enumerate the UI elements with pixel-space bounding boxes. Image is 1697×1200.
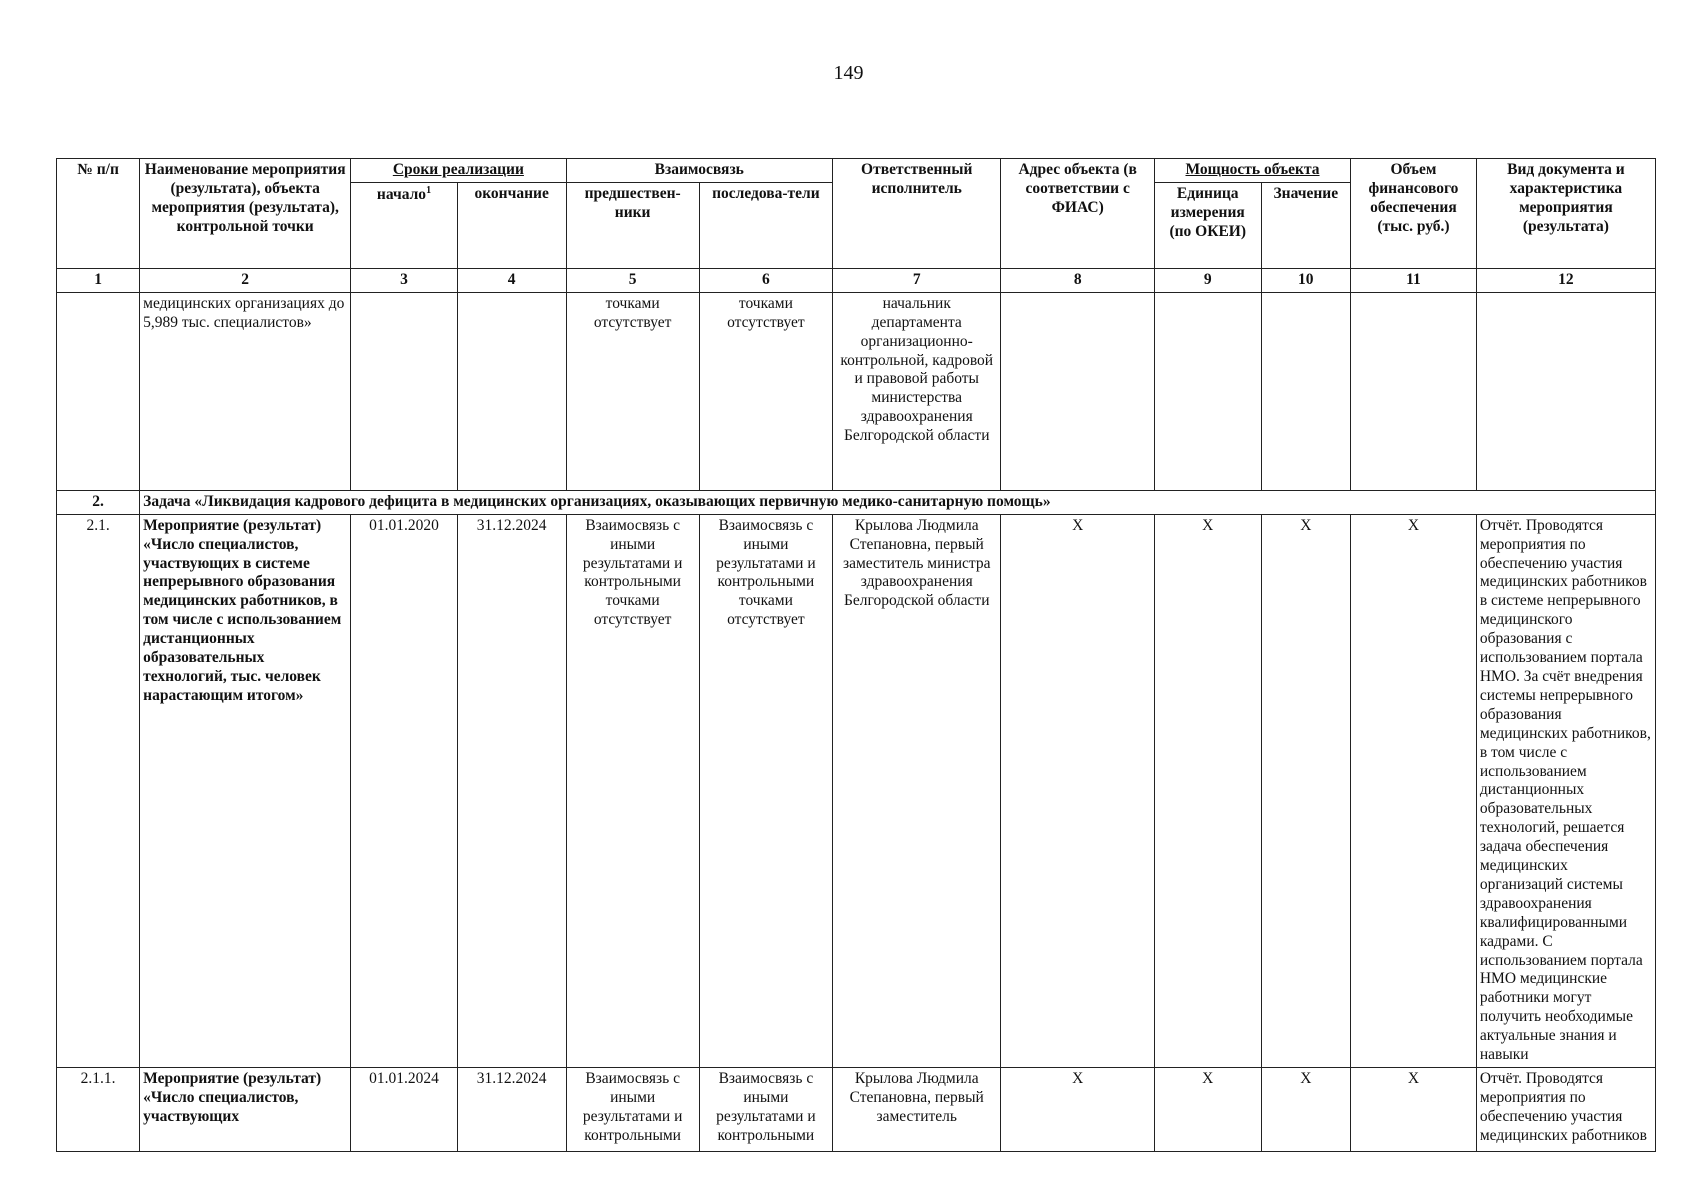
cell-funding	[1351, 292, 1477, 490]
row-funding: Х	[1351, 514, 1477, 1067]
cell-num	[57, 292, 140, 490]
page-number: 149	[833, 62, 864, 84]
row-doc: Отчёт. Проводятся мероприятия по обеспечению участия медицинских работников	[1476, 1068, 1655, 1152]
continuation-row	[57, 292, 1656, 490]
row-address: Х	[1001, 1068, 1155, 1152]
cell-doc	[1476, 292, 1655, 490]
header-doc-type: Вид документа и характеристика мероприятия (результата)	[1476, 159, 1655, 269]
header-funding: Объем финансового обеспечения (тыс. руб.)	[1351, 159, 1477, 269]
header-value: Значение	[1261, 182, 1351, 268]
header-end: окончание	[457, 182, 566, 268]
row-value: Х	[1261, 1068, 1351, 1152]
row-successors: Взаимосвязь с иными результатами и контрольными	[699, 1068, 832, 1152]
task-title: Задача «Ликвидация кадрового дефицита в медицинских организациях, оказывающих первичную медико-санитарную помощь»	[140, 490, 1656, 514]
row-unit: Х	[1154, 1068, 1261, 1152]
cell-successors: точками отсутствует	[699, 292, 832, 490]
row-end: 31.12.2024	[457, 514, 566, 1067]
task-row	[57, 490, 1656, 514]
column-number: 6	[699, 268, 832, 292]
row-successors: Взаимосвязь с иными результатами и контрольными точками отсутствует	[699, 514, 832, 1067]
cell-start	[351, 292, 458, 490]
column-number: 7	[833, 268, 1001, 292]
row-value: Х	[1261, 514, 1351, 1067]
row-num: 2.1.	[57, 514, 140, 1067]
header-address: Адрес объекта (в соответствии с ФИАС)	[1001, 159, 1155, 269]
row-predecessors: Взаимосвязь с иными результатами и контрольными точками отсутствует	[566, 514, 699, 1067]
header-num: № п/п	[57, 159, 140, 269]
column-number: 3	[351, 268, 458, 292]
row-num: 2.1.1.	[57, 1068, 140, 1152]
column-number: 2	[140, 268, 351, 292]
column-number: 11	[1351, 268, 1477, 292]
header-capacity: Мощность объекта	[1154, 159, 1350, 183]
column-number: 1	[57, 268, 140, 292]
cell-value	[1261, 292, 1351, 490]
row-start: 01.01.2024	[351, 1068, 458, 1152]
row-predecessors: Взаимосвязь с иными результатами и контрольными	[566, 1068, 699, 1152]
header-responsible: Ответственный исполнитель	[833, 159, 1001, 269]
column-number: 9	[1154, 268, 1261, 292]
cell-end	[457, 292, 566, 490]
row-doc: Отчёт. Проводятся мероприятия по обеспечению участия медицинских работников в системе непрерывного медицинского образования с использованием портала НМО. За счёт внедрения системы непрерывного образования медицинских работников, в том числе с использованием дистанционных образовательных технологий, решается задача обеспечения медицинских организаций системы здравоохранения квалифицированными кадрами. С использованием портала НМО медицинские работники могут получить необходимые актуальные знания и навыки	[1476, 514, 1655, 1067]
cell-address	[1001, 292, 1155, 490]
row-responsible: Крылова Людмила Степановна, первый заместитель министра здравоохранения Белгородской области	[833, 514, 1001, 1067]
header-links: Взаимосвязь	[566, 159, 833, 183]
header-name: Наименование мероприятия (результата), объекта мероприятия (результата), контрольной точки	[140, 159, 351, 269]
row-name: Мероприятие (результат) «Число специалистов, участвующих в системе непрерывного образования медицинских работников, в том числе с использованием дистанционных образовательных технологий, тыс. человек нарастающим итогом»	[140, 514, 351, 1067]
cell-responsible: начальник департамента организационно-контрольной, кадровой и правовой работы министерства здравоохранения Белгородской области	[833, 292, 1001, 490]
header-start-label: начало	[376, 186, 427, 204]
row-start: 01.01.2020	[351, 514, 458, 1067]
table-row-2-1-1	[57, 1068, 1656, 1152]
header-terms: Сроки реализации	[351, 159, 566, 183]
cell-unit	[1154, 292, 1261, 490]
row-address: Х	[1001, 514, 1155, 1067]
header-start	[351, 182, 458, 268]
table-row-2-1	[57, 514, 1656, 1067]
column-number: 4	[457, 268, 566, 292]
row-unit: Х	[1154, 514, 1261, 1067]
row-name: Мероприятие (результат) «Число специалистов, участвующих	[140, 1068, 351, 1152]
row-funding: Х	[1351, 1068, 1477, 1152]
cell-name: медицинских организациях до 5,989 тыс. специалистов»	[140, 292, 351, 490]
header-row-1	[57, 159, 1656, 183]
task-num: 2.	[57, 490, 140, 514]
header-unit: Единица измерения (по ОКЕИ)	[1154, 182, 1261, 268]
column-number: 12	[1476, 268, 1655, 292]
column-numbers-row	[57, 268, 1656, 292]
row-responsible: Крылова Людмила Степановна, первый заместитель	[833, 1068, 1001, 1152]
column-number: 8	[1001, 268, 1155, 292]
column-number: 10	[1261, 268, 1351, 292]
column-number: 5	[566, 268, 699, 292]
activities-table	[56, 158, 1656, 1152]
header-successors: последова-тели	[699, 182, 832, 268]
cell-predecessors: точками отсутствует	[566, 292, 699, 490]
header-start-footnote: 1	[426, 184, 432, 196]
header-predecessors: предшествен-ники	[566, 182, 699, 268]
row-end: 31.12.2024	[457, 1068, 566, 1152]
